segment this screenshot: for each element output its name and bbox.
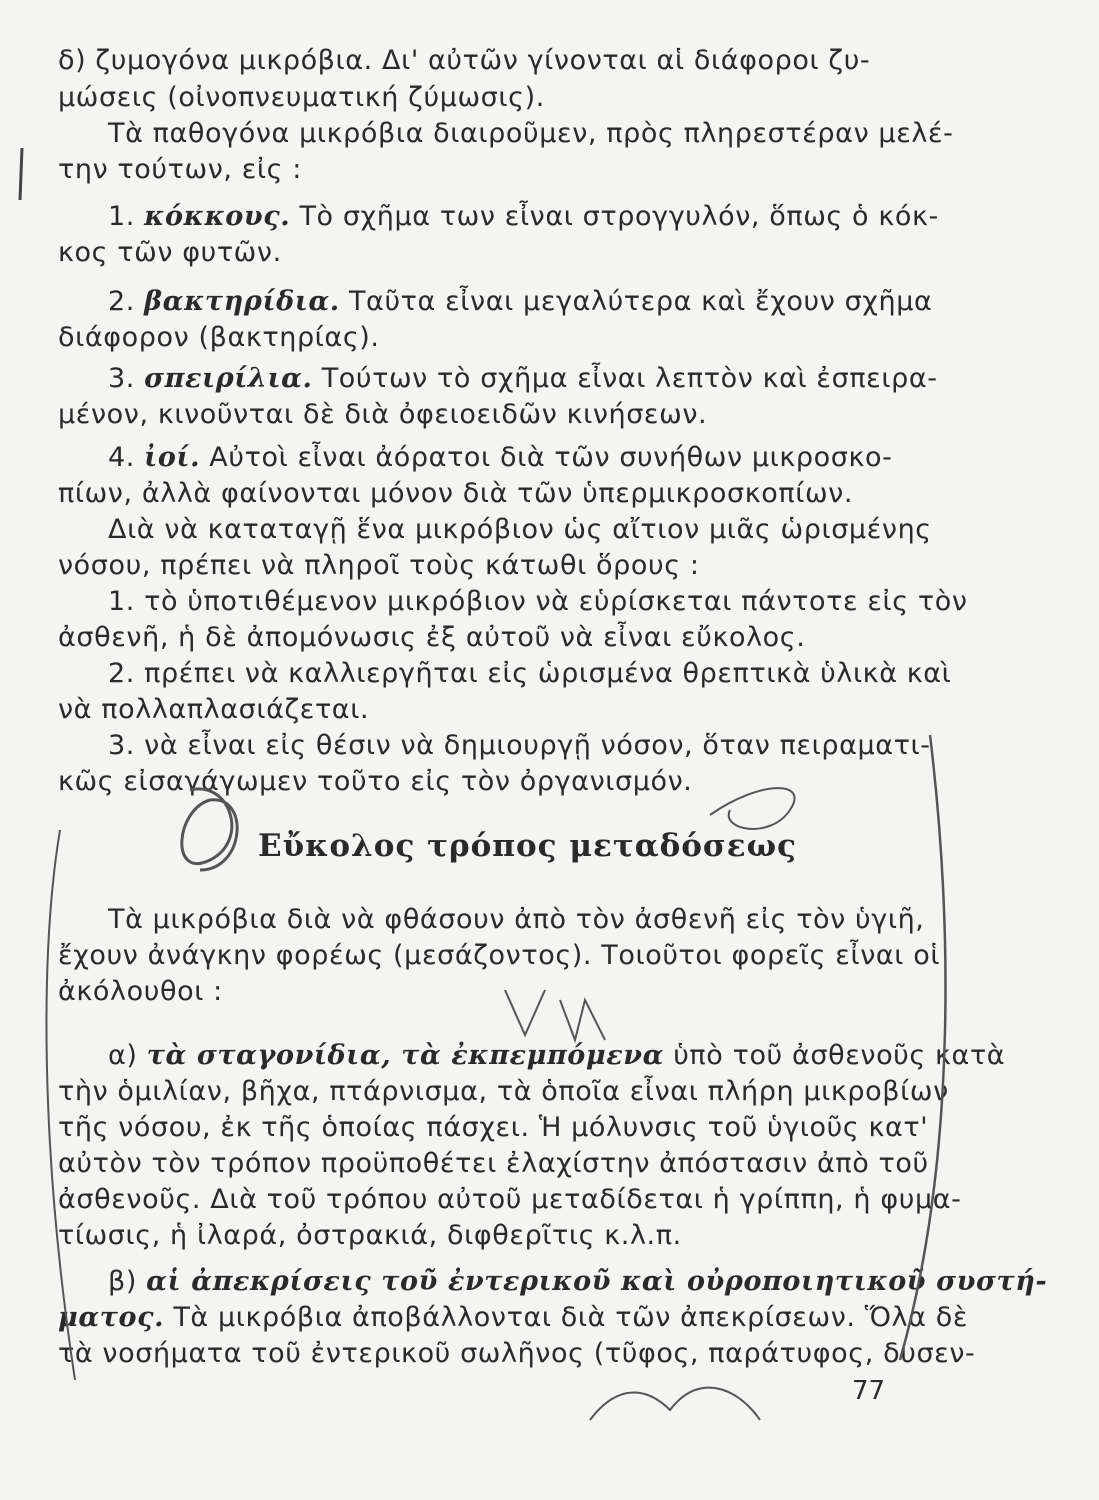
margin-curve: [46, 830, 75, 1380]
section-heading: Εὔκολος τρόπος μεταδόσεως: [258, 828, 798, 864]
list-item: 2. βακτηρίδια. Ταῦτα εἶναι μεγαλύτερα καὶ ἔχουν σχῆμα: [108, 286, 933, 317]
margin-mark: [20, 148, 22, 200]
margin-curve: [900, 735, 945, 1360]
text-line: 3. νὰ εἶναι εἰς θέσιν νὰ δημιουργῇ νόσον, ὅταν πειραματι-: [108, 730, 931, 761]
text-line: μένον, κινοῦνται δὲ διὰ ὀφειοειδῶν κινήσεων.: [58, 399, 708, 430]
text-line: ματος. Τὰ μικρόβια ἀποβάλλονται διὰ τῶν ἀπεκρίσεων. Ὅλα δὲ: [58, 1302, 969, 1333]
text-line: δ) ζυμογόνα μικρόβια. Δι' αὐτῶν γίνονται αἱ διάφοροι ζυ-: [58, 45, 871, 76]
text-line: ἀσθενῆ, ἡ δὲ ἀπομόνωσις ἐξ αὐτοῦ νὰ εἶναι εὔκολος.: [58, 622, 806, 653]
text-line: διάφορον (βακτηρίας).: [58, 322, 380, 353]
scribble: [710, 788, 795, 829]
text-line: νόσου, πρέπει νὰ πληροῖ τοὺς κάτωθι ὅρους :: [58, 550, 700, 581]
text-line: τὰ νοσήματα τοῦ ἐντερικοῦ σωλῆνος (τῦφος, παράτυφος, δυσεν-: [58, 1338, 976, 1369]
text-line: 2. πρέπει νὰ καλλιεργῆται εἰς ὡρισμένα θρεπτικὰ ὑλικὰ καὶ: [108, 658, 952, 689]
text-line: κος τῶν φυτῶν.: [58, 237, 282, 268]
text-line: ἀσθενοῦς. Διὰ τοῦ τρόπου αὐτοῦ μεταδίδεται ἡ γρίππη, ἡ φυμα-: [58, 1184, 962, 1215]
page-number: 77: [852, 1376, 886, 1406]
text-line: τίωσις, ἡ ἰλαρά, ὀστρακιά, διφθερῖτις κ.λ.π.: [58, 1220, 682, 1251]
scribble: [182, 789, 237, 870]
text-line: ἔχουν ἀνάγκην φορέως (μεσάζοντος). Τοιοῦτοι φορεῖς εἶναι οἱ: [58, 940, 941, 971]
text-line: μώσεις (οἰνοπνευματική ζύμωσις).: [58, 82, 545, 113]
text-line: αὐτὸν τὸν τρόπον προϋποθέτει ἐλαχίστην ἀπόστασιν ἀπὸ τοῦ: [58, 1148, 929, 1179]
list-item: 4. ἰοί. Αὐτοὶ εἶναι ἀόρατοι διὰ τῶν συνήθων μικροσκο-: [108, 442, 893, 473]
text-line: Τὰ παθογόνα μικρόβια διαιροῦμεν, πρὸς πληρεστέραν μελέ-: [108, 118, 954, 149]
text-line: Τὰ μικρόβια διὰ νὰ φθάσουν ἀπὸ τὸν ἀσθενῆ εἰς τὸν ὑγιῆ,: [108, 904, 925, 935]
text-line: κῶς εἰσαγάγωμεν τοῦτο εἰς τὸν ὀργανισμόν.: [58, 766, 693, 797]
text-line: ἀκόλουθοι :: [58, 976, 223, 1007]
text-line: πίων, ἀλλὰ φαίνονται μόνον διὰ τῶν ὑπερμικροσκοπίων.: [58, 478, 854, 509]
list-item: α) τὰ σταγονίδια, τὰ ἐκπεμπόμενα ὑπὸ τοῦ ἀσθενοῦς κατὰ: [108, 1040, 1006, 1071]
handwritten-mark: [505, 990, 605, 1040]
list-item: β) αἱ ἀπεκρίσεις τοῦ ἐντερικοῦ καὶ οὐροποιητικοῦ συστή-: [108, 1266, 1048, 1297]
text-line: Διὰ νὰ καταταγῇ ἕνα μικρόβιον ὡς αἴτιον μιᾶς ὡρισμένης: [108, 514, 932, 545]
text-line: την τούτων, εἰς :: [58, 154, 302, 185]
text-line: τῆς νόσου, ἐκ τῆς ὁποίας πάσχει. Ἡ μόλυνσις τοῦ ὑγιοῦς κατ': [58, 1112, 929, 1143]
list-item: 3. σπειρίλια. Τούτων τὸ σχῆμα εἶναι λεπτὸν καὶ ἐσπειρα-: [108, 363, 938, 394]
text-line: νὰ πολλαπλασιάζεται.: [58, 694, 370, 725]
text-line: τὴν ὁμιλίαν, βῆχα, πτάρνισμα, τὰ ὁποῖα εἶναι πλήρη μικροβίων: [58, 1076, 949, 1107]
handwritten-mark: [590, 1388, 760, 1420]
text-line: 1. τὸ ὑποτιθέμενον μικρόβιον νὰ εὑρίσκεται πάντοτε εἰς τὸν: [108, 586, 968, 617]
list-item: 1. κόκκους. Τὸ σχῆμα των εἶναι στρογγυλόν, ὅπως ὁ κόκ-: [108, 201, 939, 232]
